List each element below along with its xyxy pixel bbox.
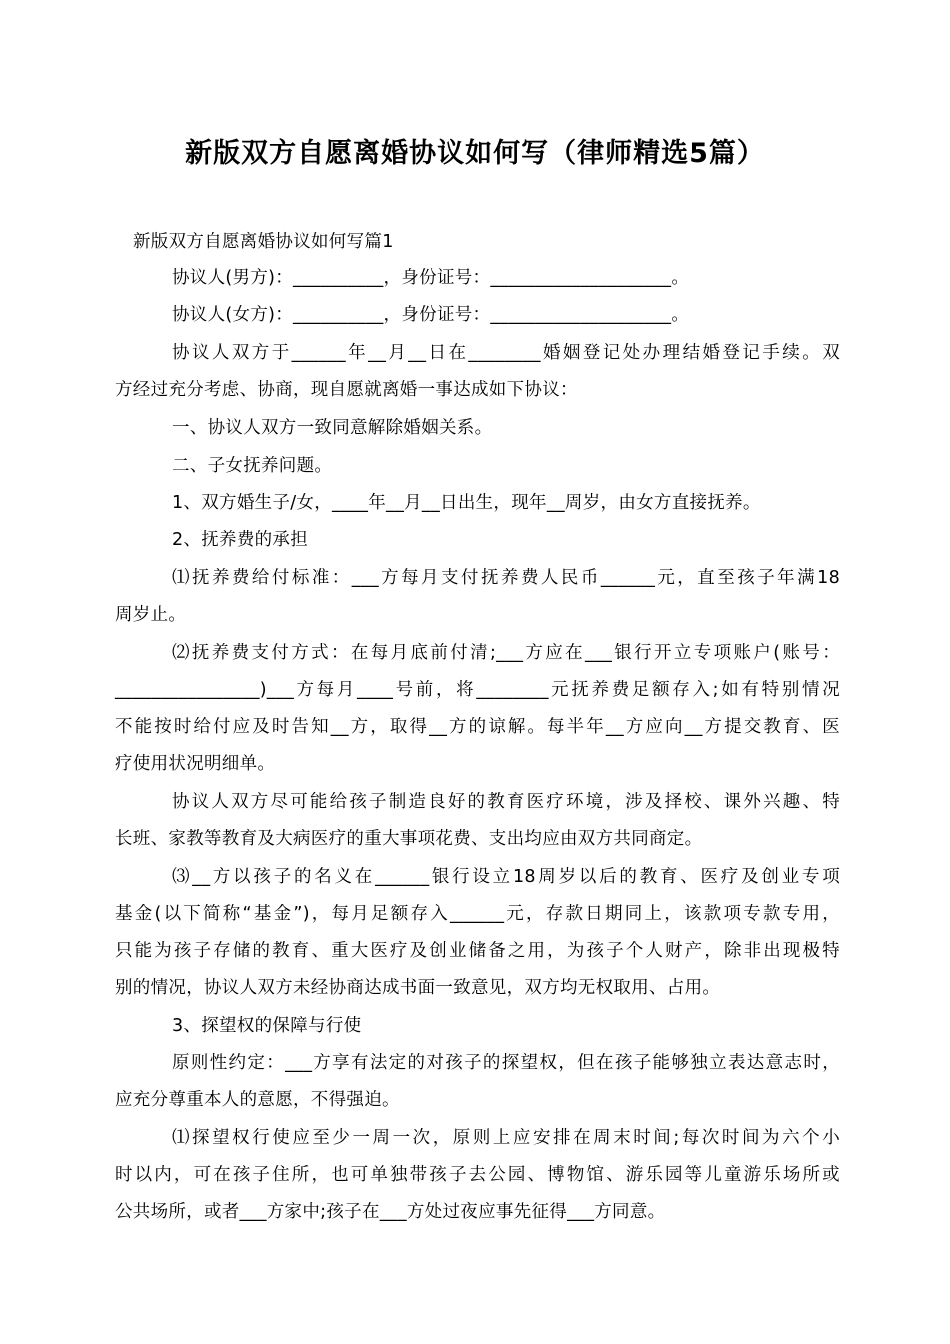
paragraph-line: 方经过充分考虑、协商，现自愿就离婚一事达成如下协议： (115, 380, 578, 400)
paragraph-line: 协议人双方尽可能给孩子制造良好的教育医疗环境，涉及择校、课外兴趣、特 (172, 792, 840, 812)
paragraph-line: 别的情况，协议人双方未经协商达成书面一致意见，双方均无权取用、占用。 (115, 978, 721, 998)
paragraph-line: 协议人(女方)：__________，身份证号：____________________。 (172, 305, 690, 325)
paragraph-line: 协议人(男方)：__________，身份证号：____________________。 (172, 268, 690, 288)
paragraph-line: 一、协议人双方一致同意解除婚姻关系。 (172, 418, 493, 438)
paragraph-line: 只能为孩子存储的教育、重大医疗及创业储备之用，为孩子个人财产，除非出现极特 (115, 941, 840, 961)
paragraph-line: 不能按时给付应及时告知__方，取得__方的谅解。每半年__方应向__方提交教育、医 (115, 717, 840, 737)
paragraph-line: 2、抚养费的承担 (172, 530, 309, 550)
paragraph-line: ⑴探望权行使应至少一周一次，原则上应安排在周末时间;每次时间为六个小 (172, 1128, 840, 1148)
paragraph-line: 协议人双方于______年__月__日在________婚姻登记处办理结婚登记手续。双 (172, 343, 840, 363)
paragraph-line: 时以内，可在孩子住所，也可单独带孩子去公园、博物馆、游乐园等儿童游乐场所或 (115, 1165, 840, 1185)
paragraph-line: 周岁止。 (115, 605, 187, 625)
paragraph-line: 公共场所，或者___方家中;孩子在___方处过夜应事先征得___方同意。 (115, 1202, 666, 1222)
paragraph-line: 基金(以下简称“基金”)，每月足额存入______元，存款日期同上，该款项专款专用， (115, 904, 840, 924)
paragraph-line: 疗使用状况明细单。 (115, 754, 276, 774)
paragraph-line: ⑶__方以孩子的名义在______银行设立18周岁以后的教育、医疗及创业专项 (172, 867, 840, 887)
paragraph-line: 原则性约定：___方享有法定的对孩子的探望权，但在孩子能够独立表达意志时， (172, 1053, 840, 1073)
paragraph-line: 长班、家教等教育及大病医疗的重大事项花费、支出均应由双方共同商定。 (115, 829, 703, 849)
paragraph-line: ⑴抚养费给付标准：___方每月支付抚养费人民币______元，直至孩子年满18 (172, 568, 840, 588)
paragraph-line: 1、双方婚生子/女，____年__月__日出生，现年__周岁，由女方直接抚养。 (172, 493, 761, 513)
paragraph-line: 应充分尊重本人的意愿，不得强迫。 (115, 1090, 400, 1110)
paragraph-line: ⑵抚养费支付方式：在每月底前付清;___方应在___银行开立专项账户(账号： (172, 643, 840, 663)
section-heading: 新版双方自愿离婚协议如何写篇1 (133, 232, 394, 252)
paragraph-line: 二、子女抚养问题。 (172, 456, 333, 476)
paragraph-line: 3、探望权的保障与行使 (172, 1016, 362, 1036)
paragraph-line: ________________)___方每月____号前，将________元抚养费足额存入;如有特别情况 (115, 680, 840, 700)
document-title: 新版双方自愿离婚协议如何写（律师精选5篇） (185, 138, 765, 169)
